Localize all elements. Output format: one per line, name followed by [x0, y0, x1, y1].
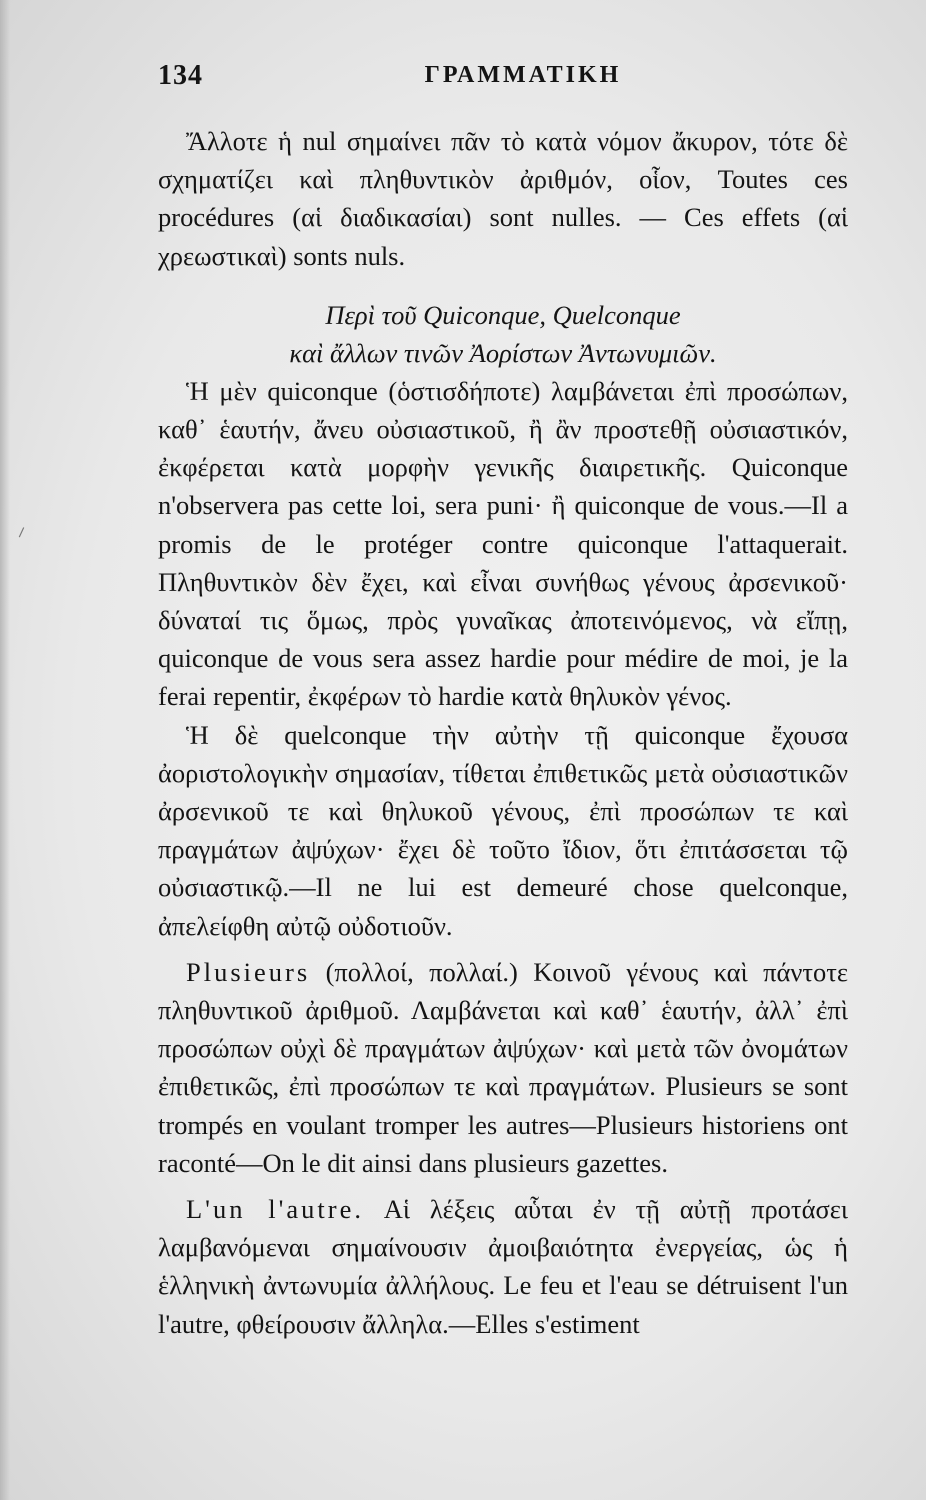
body-text: [158, 122, 848, 1343]
paragraph-quelconque: Ἡ δὲ quelconque τὴν αὐτὴν τῇ quiconque ἔχουσα ἀοριστολογικὴν σημασίαν, τίθεται ἐπιθετικῶς μετὰ οὐσιαστικῶν ἀρσενικοῦ τε καὶ θηλυκοῦ γένους, ἐπὶ προσώπων τε καὶ πραγμάτων ἀψύχων· ἔχει δὲ τοῦτο ἴδιον, ὅτι ἐπιτάσσεται τῷ οὐσιαστικῷ.—Il ne lui est demeuré chose quelconque, ἀπελείφθη αὐτῷ οὐδοτιοῦν.: [158, 719, 848, 941]
paragraph-lun-lautre-text: Αἱ λέξεις αὗται ἐν τῇ αὐτῇ προτάσει λαμβανόμεναι σημαίνουσιν ἀμοιβαιότητα ἐνεργείας, ὡς ἡ ἑλληνικὴ ἀντωνυμία ἀλλήλους. Le feu et l'eau se détruisent l'un l'autre, φθείρουσιν ἄλληλα.—Elles s'estiment: [158, 1194, 848, 1339]
running-head: ΓΡΑΜΜΑΤΙΚΗ: [424, 62, 622, 88]
section-heading-line-1: Περὶ τοῦ Quiconque, Quelconque: [325, 299, 681, 330]
paragraph-nul: Ἄλλοτε ἡ nul σημαίνει πᾶν τὸ κατὰ νόμον ἄκυρον, τότε δὲ σχηματίζει καὶ πληθυντικὸν ἀριθμόν, οἷον, Toutes ces procédures (αἱ διαδικασίαι) sont nulles. — Ces effets (αἱ χρεωστικαὶ) sonts nuls.: [158, 126, 848, 271]
page-number: 134: [158, 60, 203, 91]
paragraph-plusieurs-text: (πολλοί, πολλαί.) Κοινοῦ γένους καὶ πάντοτε πληθυντικοῦ ἀριθμοῦ. Λαμβάνεται καὶ καθ᾽ ἑαυτήν, ἀλλ᾽ ἐπὶ προσώπων οὐχὶ δὲ πραγμάτων ἀψύχων· καὶ μετὰ τῶν ὀνομάτων ἐπιθετικῶς, ἐπὶ προσώπων τε καὶ πραγμάτων. Plusieurs se sont trompés en voulant tromper les autres—Plusieurs historiens ont raconté—On le dit ainsi dans plusieurs gazettes.: [158, 956, 848, 1178]
paragraph-plusieurs: [158, 953, 848, 1182]
term-lun-lautre: L'un l'autre.: [186, 1194, 364, 1225]
paragraph-quiconque: Ἡ μὲν quiconque (ὁστισδήποτε) λαμβάνεται ἐπὶ προσώπων, καθ᾽ ἑαυτήν, ἄνευ οὐσιαστικοῦ, ἢ ἂν προστεθῇ οὐσιαστικόν, ἐκφέρεται κατὰ μορφὴν γενικῆς διαιρετικῆς. Quiconque n'observera pas cette loi, sera puni· ἢ quiconque de vous.—Il a promis de le protéger contre quiconque l'attaquerait. Πληθυντικὸν δὲν ἔχει, καὶ εἶναι συνήθως γένους ἀρσενικοῦ· δύναταί τις ὅμως, πρὸς γυναῖκας ἀποτεινόμενος, νὰ εἴπῃ, quiconque de vous sera assez hardie pour médire de moi, je la ferai repentir, ἐκφέρων τὸ hardie κατὰ θηλυκὸν γένος.: [158, 375, 848, 712]
paragraph-lun-lautre: [158, 1190, 848, 1343]
page-gutter-shadow: [0, 0, 10, 1500]
section-heading: [158, 296, 848, 372]
page-header: [158, 60, 848, 100]
term-plusieurs: Plusieurs: [186, 956, 311, 987]
section-heading-line-2: καὶ ἄλλων τινῶν Ἀορίστων Ἀντωνυμιῶν.: [289, 337, 717, 368]
margin-mark: ⸝: [10, 514, 30, 543]
